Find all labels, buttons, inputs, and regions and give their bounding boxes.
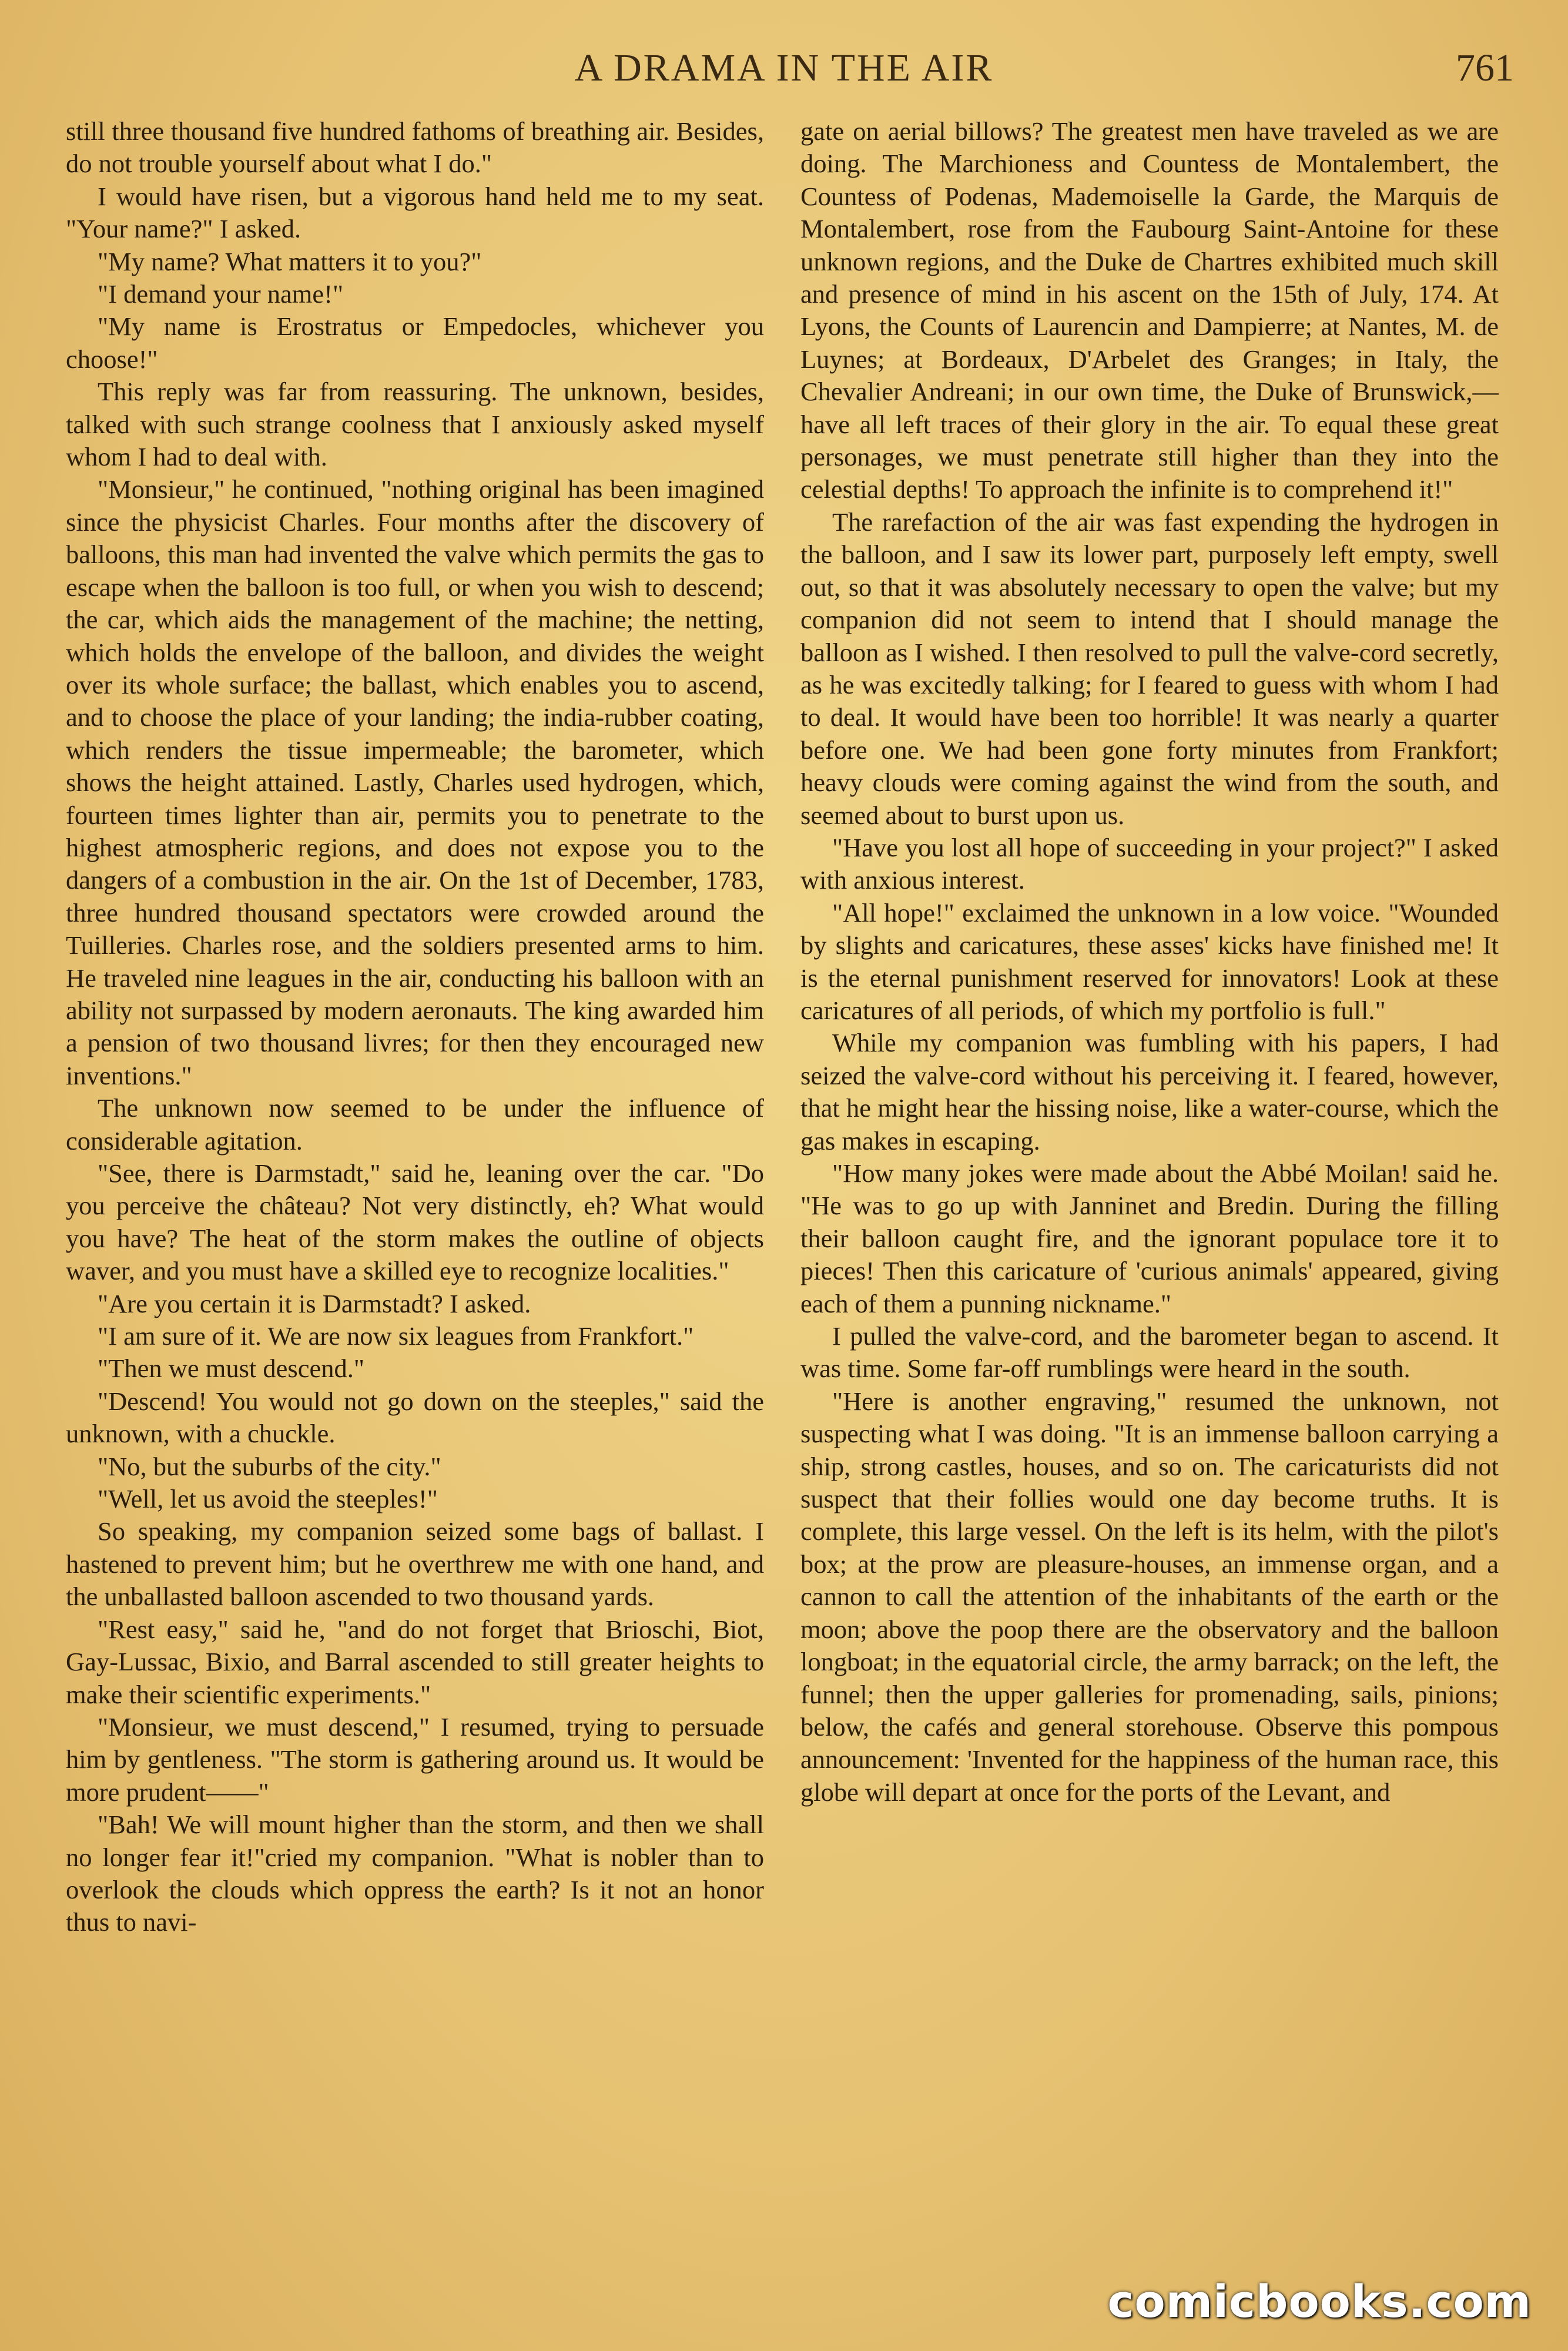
paragraph: While my companion was fumbling with his papers, I had seized the valve-cord without his perceiving it. I feared, however, that he might hear the hissing noise, like a water-course, which the gas makes in escaping. [800,1028,1499,1156]
paragraph: "Have you lost all hope of succeeding in your project?" I asked with anxious interest. [800,832,1499,895]
paragraph: "Here is another engraving," resumed the unknown, not suspecting what I was doing. "It is an immense balloon carrying a ship, strong castles, houses, and so on. The caricaturists did not suspect that their follies would one day become truths. It is complete, this large vessel. On the left is its helm, with the pilot's box; at the prow are pleasure-houses, an immense organ, and a cannon to call the attention of the inhabitants of the earth or the moon; above the poop there are the observatory and the balloon longboat; in the equatorial circle, the army barrack; on the left, the funnel; then the upper galleries for promenading, sails, pinions; below, the cafés and general storehouse. Observe this pompous announcement: 'Invented for the happiness of the human race, this globe will depart at once for the ports of the Levant, and [800,1386,1499,1807]
paragraph: "See, there is Darmstadt," said he, leaning over the car. "Do you perceive the château? Not very distinctly, eh? What would you have? The heat of the storm makes the outline of objects waver, and you must have a skilled eye to recognize localities." [66,1158,764,1286]
paragraph: This reply was far from reassuring. The unknown, besides, talked with such strange coolness that I anxiously asked myself whom I had to deal with. [66,377,764,472]
paragraph: So speaking, my companion seized some bags of ballast. I hastened to prevent him; but he overthrew me with one hand, and the unballasted balloon ascended to two thousand yards. [66,1516,764,1612]
paragraph: "Descend! You would not go down on the steeples," said the unknown, with a chuckle. [66,1386,764,1449]
paragraph: "I demand your name!" [98,279,344,309]
left-column [66,115,764,2308]
paragraph: "No, but the suburbs of the city." [98,1451,441,1481]
paragraph: "How many jokes were made about the Abbé Moilan! said he. "He was to go up with Janninet and Bredin. During the filling their balloon caught fire, and the ignorant populace tore it to pieces! Then this caricature of 'curious animals' appeared, giving each of them a punning nickname." [800,1158,1499,1318]
right-column [800,115,1499,2308]
paragraph: "I am sure of it. We are now six leagues from Frankfort." [98,1321,694,1351]
paragraph: I would have risen, but a vigorous hand held me to my seat. "Your name?" I asked. [66,181,764,244]
paragraph: still three thousand five hundred fathoms of breathing air. Besides, do not trouble yourself about what I do." [66,116,764,179]
paragraph: I pulled the valve-cord, and the barometer began to ascend. It was time. Some far-off rumblings were heard in the south. [800,1321,1499,1384]
running-title: A DRAMA IN THE AIR [574,46,994,89]
paragraph: "Then we must descend." [98,1354,365,1384]
paragraph: "Bah! We will mount higher than the storm, and then we shall no longer fear it!"cried my companion. "What is nobler than to overlook the clouds which oppress the earth? Is it not an honor thus to navi- [66,1810,764,1937]
paragraph: The rarefaction of the air was fast expending the hydrogen in the balloon, and I saw its lower part, purposely left empty, swell out, so that it was absolutely necessary to open the valve; but my companion did not seem to intend that I should manage the balloon as I wished. I then resolved to pull the valve-cord secretly, as he was excitedly talking; for I feared to guess with whom I had to deal. It would have been too horrible! It was nearly a quarter before one. We had been gone forty minutes from Frankfort; heavy clouds were coming against the wind from the south, and seemed about to burst upon us. [800,507,1499,830]
paragraph: "Monsieur," he continued, "nothing original has been imagined since the physicist Charles. Four months after the discovery of balloons, this man had invented the valve which permits the gas to escape when the balloon is too full, or when you wish to descend; the car, which aids the management of the machine; the netting, which holds the envelope of the balloon, and divides the weight over its whole surface; the ballast, which enables you to ascend, and to choose the place of your landing; the india-rubber coating, which renders the tissue impermeable; the barometer, which shows the height attained. Lastly, Charles used hydrogen, which, fourteen times lighter than air, permits you to penetrate to the highest atmospheric regions, and does not expose you to the dangers of a combustion in the air. On the 1st of December, 1783, three hundred thousand spectators were crowded around the Tuilleries. Charles rose, and the soldiers presented arms to him. He traveled nine leagues in the air, conducting his balloon with an ability not surpassed by modern aeronauts. The king awarded him a pension of two thousand livres; for then they encouraged new inventions." [66,474,764,1090]
page-number: 761 [1456,46,1514,89]
paragraph: "Rest easy," said he, "and do not forget that Brioschi, Biot, Gay-Lussac, Bixio, and Barral ascended to still greater heights to make their scientific experiments." [66,1614,764,1709]
paragraph: "Monsieur, we must descend," I resumed, trying to persuade him by gentleness. "The storm is gathering around us. It would be more prudent——" [66,1712,764,1807]
paragraph: The unknown now seemed to be under the influence of considerable agitation. [66,1093,764,1156]
paragraph: "Are you certain it is Darmstadt? I asked. [98,1288,531,1318]
paragraph: "My name? What matters it to you?" [98,246,482,276]
paragraph: "Well, let us avoid the steeples!" [98,1484,438,1514]
watermark: comicbooks.com [1107,2275,1532,2327]
paragraph: "All hope!" exclaimed the unknown in a low voice. "Wounded by slights and caricatures, these asses' kicks have finished me! It is the eternal punishment reserved for innovators! Look at these caricatures of all periods, of which my portfolio is full." [800,897,1499,1025]
paragraph: "My name is Erostratus or Empedocles, whichever you choose!" [66,312,764,374]
paragraph: gate on aerial billows? The greatest men have traveled as we are doing. The Marchioness and Countess de Montalembert, the Countess of Podenas, Mademoiselle la Garde, the Marquis de Montalembert, rose from the Faubourg Saint-Antoine for these unknown regions, and the Duke de Chartres exhibited much skill and presence of mind in his ascent on the 15th of July, 174. At Lyons, the Counts of Laurencin and Dampierre; at Nantes, M. de Luynes; at Bordeaux, D'Arbelet des Granges; in Italy, the Chevalier Andreani; in our own time, the Duke of Brunswick,—have all left traces of their glory in the air. To equal these great personages, we must penetrate still higher than they into the celestial depths! To approach the infinite is to comprehend it!" [800,116,1499,504]
